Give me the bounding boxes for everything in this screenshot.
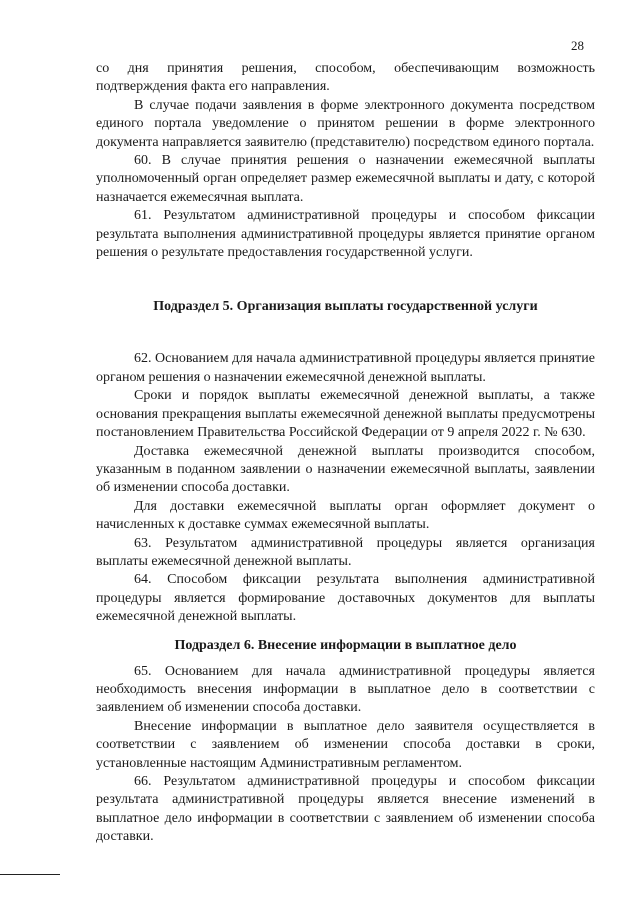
paragraph: 61. Результатом административной процедуры и способом фиксации результата выполнения административной процедуры является принятие органом решения о результате предоставления государственной услуги. (96, 208, 595, 261)
document-body (96, 60, 595, 847)
paragraph: 63. Результатом административной процедуры является организация выплаты ежемесячной денежной выплаты. (96, 535, 595, 569)
paragraph: 66. Результатом административной процедуры и способом фиксации результата административной процедуры является внесение изменений в выплатное дело информации в соответствии с заявлением об изменении способа доставки. (96, 774, 595, 845)
footer-rule (0, 874, 60, 875)
paragraph: 60. В случае принятия решения о назначении ежемесячной выплаты уполномоченный орган определяет размер ежемесячной выплаты и дату, с которой назначается ежемесячная выплата. (96, 153, 595, 205)
page-number: 28 (571, 38, 584, 53)
paragraph: В случае подачи заявления в форме электронного документа посредством единого портала уведомление о принятом решении в форме электронного документа направляется заявителю (представителю) посредством единого портала. (96, 97, 595, 150)
paragraph: 65. Основанием для начала административной процедуры является необходимость внесения информации в выплатное дело в соответствии с заявлением об изменении способа доставки. (96, 663, 595, 716)
paragraph: Для доставки ежемесячной выплаты орган оформляет документ о начисленных к доставке суммах ежемесячной выплаты. (96, 498, 595, 533)
paragraph: 64. Способом фиксации результата выполнения административной процедуры является формирование доставочных документов для выплаты ежемесячной денежной выплаты. (96, 572, 595, 625)
paragraph: со дня принятия решения, способом, обеспечивающим возможность подтверждения факта его направления. (96, 61, 595, 95)
paragraph: Доставка ежемесячной денежной выплаты производится способом, указанным в поданном заявлении о назначении ежемесячной выплаты, заявлении об изменении способа доставки. (96, 443, 595, 496)
paragraph: 62. Основанием для начала административной процедуры является принятие органом решения о назначении ежемесячной денежной выплаты. (96, 351, 595, 385)
section-heading-6: Подраздел 6. Внесение информации в выплатное дело (174, 637, 517, 653)
paragraph: Внесение информации в выплатное дело заявителя осуществляется в соответствии с заявлением об изменении способа доставки в сроки, установленные настоящим Административным регламентом. (96, 718, 595, 771)
paragraph: Сроки и порядок выплаты ежемесячной денежной выплаты, а также основания прекращения выплаты ежемесячной денежной выплаты предусмотрены постановлением Правительства Российской Федерации от 9 апреля 2022 г. № 630. (96, 388, 595, 441)
section-heading-5: Подраздел 5. Организация выплаты государственной услуги (153, 299, 538, 315)
